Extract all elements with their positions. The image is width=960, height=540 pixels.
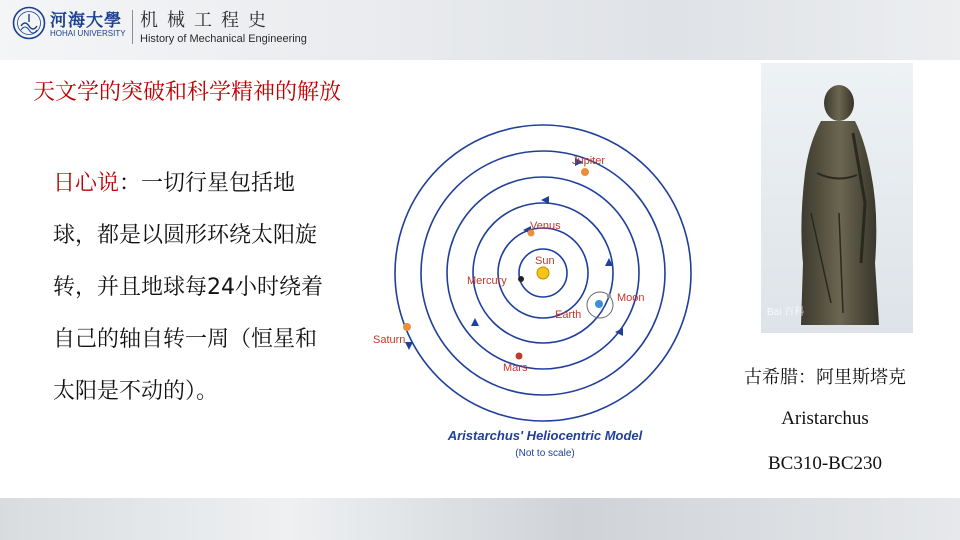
moon-planet	[607, 294, 611, 298]
body-highlight: 日心说	[53, 171, 120, 196]
mars-planet	[516, 353, 523, 360]
orbit-arrow-icon	[471, 318, 479, 326]
venus-label: Venus	[530, 220, 561, 232]
course-title-en: History of Mechanical Engineering	[140, 33, 307, 45]
caption-name-en: Aristarchus	[781, 408, 869, 429]
saturn-label: Saturn	[373, 334, 406, 346]
caption-dates: BC310-BC230	[767, 453, 883, 474]
course-title-cn: 机械工程史	[140, 10, 275, 31]
statue-head	[824, 85, 854, 121]
slide-title: 天文学的突破和科学精神的解放	[33, 80, 342, 105]
university-name-en: HOHAI UNIVERSITY	[50, 29, 126, 38]
jupiter-planet	[581, 168, 589, 176]
saturn-planet	[403, 323, 411, 331]
header-divider	[132, 10, 133, 44]
diagram-subtitle: (Not to scale)	[515, 448, 575, 459]
body-paragraph	[53, 158, 333, 418]
statue-watermark: Bai 百科	[767, 307, 805, 318]
earth-label: Earth	[555, 309, 582, 321]
earth-planet	[595, 300, 603, 308]
sun-planet	[537, 267, 549, 279]
body-text: ：一切行星包括地球，都是以圆形环绕太阳旋转，并且地球每24小时绕着自己的轴自转一周（恒星和太阳是不动的）。	[53, 171, 323, 404]
mercury-label: Mercury	[467, 275, 507, 287]
mercury-planet	[518, 276, 524, 282]
jupiter-label: Jupiter	[572, 155, 606, 167]
mars-label: Mars	[503, 362, 528, 374]
university-seal-icon	[12, 6, 46, 40]
heliocentric-model-diagram	[355, 118, 725, 468]
moon-label: Moon	[617, 292, 645, 304]
sun-label: Sun	[535, 255, 555, 267]
university-name-cn: 河海大學	[50, 11, 122, 31]
caption-name-cn: 古希腊：阿里斯塔克	[744, 367, 906, 388]
footer-background	[0, 498, 960, 540]
diagram-title: Aristarchus' Heliocentric Model	[447, 428, 643, 443]
aristarchus-statue-image	[761, 63, 913, 333]
orbit-arrow-icon	[405, 342, 413, 350]
